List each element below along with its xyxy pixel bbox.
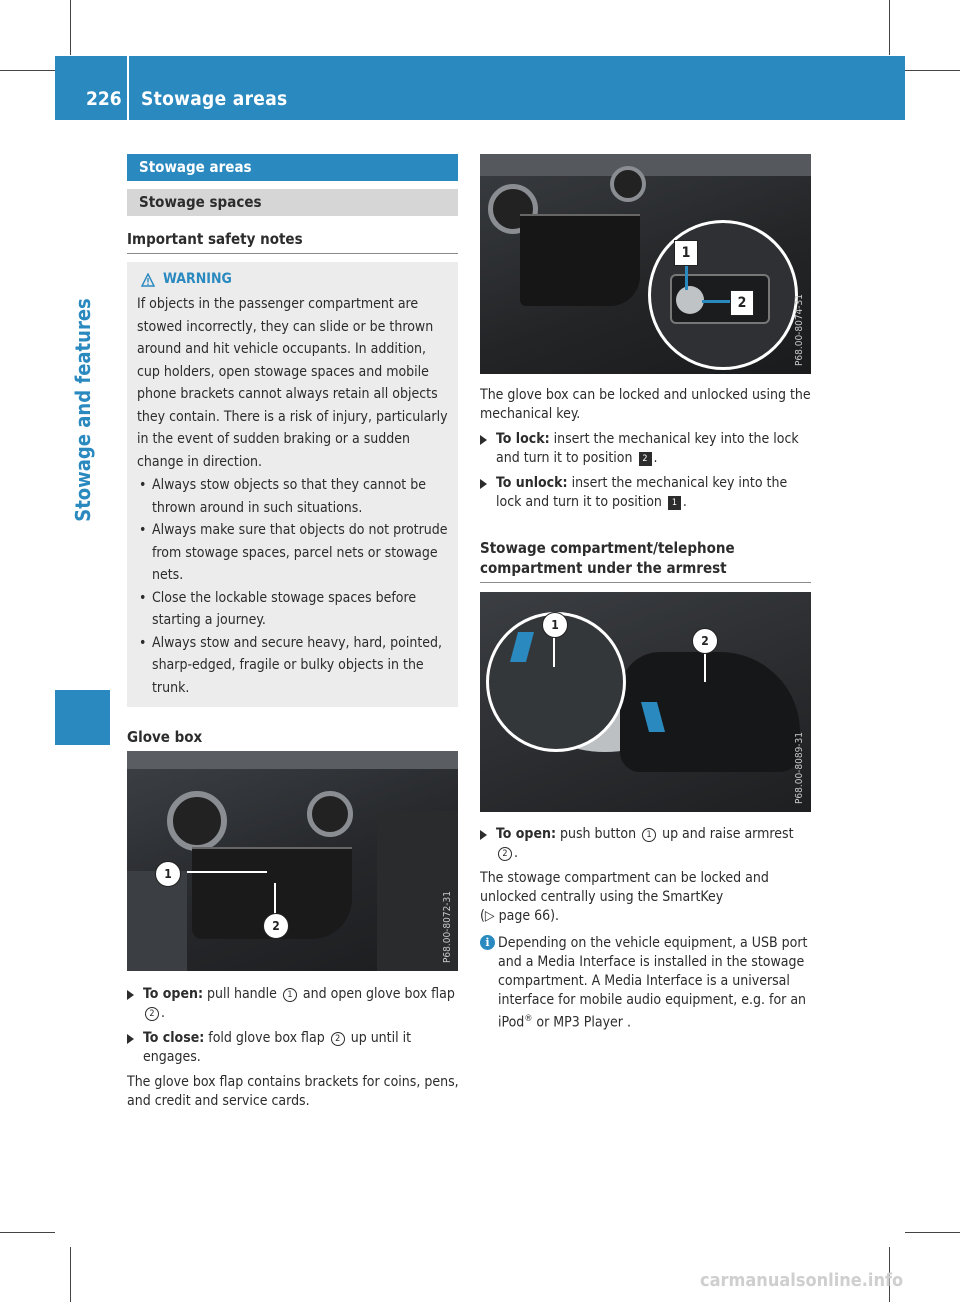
lock-paragraph: The glove box can be locked and unlocked using the mechanical key. xyxy=(480,387,811,422)
photo-marker-1: 1 xyxy=(542,612,568,638)
section-bar: Stowage areas xyxy=(127,154,458,181)
step-unlock xyxy=(480,474,815,512)
warning-header xyxy=(141,270,448,289)
photo-marker-2: 2 xyxy=(730,290,754,316)
warning-bullet: • Always stow objects so that they cannot be thrown around in such situations. xyxy=(137,474,448,519)
boxed-number: 2 xyxy=(639,452,652,466)
heading-glove-box: Glove box xyxy=(127,727,458,752)
warning-label: WARNING xyxy=(163,271,232,287)
step-label: To unlock: xyxy=(496,475,568,491)
info-icon: i xyxy=(480,935,495,950)
warning-triangle-icon xyxy=(141,273,155,287)
glove-box-photo xyxy=(127,751,458,971)
photo-marker-2: 2 xyxy=(263,913,289,939)
crop-mark xyxy=(70,0,71,55)
step-open xyxy=(127,985,462,1023)
step-lock xyxy=(480,430,815,468)
glove-box-lock-photo xyxy=(480,154,811,374)
page-reference-link[interactable]: (▷ page 66). xyxy=(480,908,560,924)
lock-instructions xyxy=(480,386,815,583)
step-text: . xyxy=(653,450,658,466)
crop-mark xyxy=(905,70,960,71)
step-text: fold glove box flap xyxy=(208,1030,325,1046)
step-open-armrest xyxy=(480,825,815,863)
crop-mark xyxy=(0,70,55,71)
crop-mark xyxy=(0,1232,55,1233)
registered-mark: ® xyxy=(524,1014,533,1024)
warning-bullet: • Always make sure that objects do not protrude from stowage spaces, parcel nets or stowage nets. xyxy=(137,519,448,587)
photo-code: P68.00-8089-31 xyxy=(794,731,805,804)
step-text: and open glove box flap xyxy=(302,986,455,1002)
photo-marker-1: 1 xyxy=(155,861,181,887)
warning-bullet: • Always stow and secure heavy, hard, pointed, sharp-edged, fragile or bulky objects in the trunk. xyxy=(137,632,448,700)
page-number: 226 xyxy=(86,88,122,110)
left-column xyxy=(127,154,458,752)
arrow-icon xyxy=(127,990,134,1000)
smartkey-text: The stowage compartment can be locked and unlocked centrally using the SmartKey xyxy=(480,870,769,905)
crop-mark xyxy=(70,1247,71,1302)
arrow-icon xyxy=(480,830,487,840)
step-label: To open: xyxy=(496,826,556,842)
photo-marker-1: 1 xyxy=(674,240,698,266)
arrow-icon xyxy=(127,1034,134,1044)
photo-code: P68.00-8072-31 xyxy=(442,890,453,963)
arrow-icon xyxy=(480,435,487,445)
armrest-instructions xyxy=(480,825,815,1033)
side-tab-marker xyxy=(55,690,110,745)
step-text: insert the mechanical key into the lock and turn it to position xyxy=(496,431,799,466)
step-text: up until it engages. xyxy=(143,1030,412,1065)
circled-number: 2 xyxy=(145,1007,159,1021)
header-divider xyxy=(127,56,129,120)
watermark: carmanualsonline.info xyxy=(700,1270,904,1291)
info-text: Depending on the vehicle equipment, a USB port and a Media Interface is installed in the stowage compartment. A Media Interface is a universal interface for mobile audio equipment, e.g. for an iPod xyxy=(498,935,808,1031)
step-close xyxy=(127,1029,462,1067)
circled-number: 2 xyxy=(331,1032,345,1046)
warning-paragraph: If objects in the passenger compartment are stowed incorrectly, they can slide or be thrown around and hit vehicle occupants. In addition, cup holders, open stowage spaces and mobile phone brackets cannot always retain all objects they contain. There is a risk of injury, particularly in the event of sudden braking or a sudden change in direction. xyxy=(137,296,448,470)
step-text: insert the mechanical key into the lock and turn it to position xyxy=(496,475,788,510)
step-text: . xyxy=(161,1005,165,1021)
step-text: pull handle xyxy=(207,986,277,1002)
arrow-icon xyxy=(480,479,487,489)
armrest-photo xyxy=(480,592,811,812)
step-label: To lock: xyxy=(496,431,550,447)
heading-safety-notes: Important safety notes xyxy=(127,229,458,254)
header-title: Stowage areas xyxy=(141,88,288,110)
warning-bullet: • Close the lockable stowage spaces before starting a journey. xyxy=(137,587,448,632)
glove-box-steps xyxy=(127,985,462,1111)
circled-number: 1 xyxy=(283,988,297,1002)
glove-box-note: The glove box flap contains brackets for coins, pens, and credit and service cards. xyxy=(127,1074,459,1109)
crop-mark xyxy=(889,0,890,55)
step-text: . xyxy=(682,494,687,510)
heading-armrest: Stowage compartment/telephone compartment under the armrest xyxy=(480,538,811,583)
warning-box xyxy=(127,262,458,707)
info-note xyxy=(480,934,815,1033)
photo-code: P68.00-8074-31 xyxy=(794,293,805,366)
crop-mark xyxy=(905,1232,960,1233)
side-chapter-label: Stowage and features xyxy=(71,298,95,522)
circled-number: 1 xyxy=(642,828,656,842)
info-text: or MP3 Player . xyxy=(532,1014,631,1031)
step-text: . xyxy=(514,845,518,861)
step-label: To open: xyxy=(143,986,203,1002)
step-label: To close: xyxy=(143,1030,205,1046)
circled-number: 2 xyxy=(498,847,512,861)
photo-marker-2: 2 xyxy=(692,628,718,654)
subsection-bar: Stowage spaces xyxy=(127,189,458,216)
boxed-number: 1 xyxy=(668,496,681,510)
step-text: up and raise armrest xyxy=(662,826,794,842)
step-text: push button xyxy=(560,826,637,842)
smartkey-paragraph xyxy=(480,869,815,926)
